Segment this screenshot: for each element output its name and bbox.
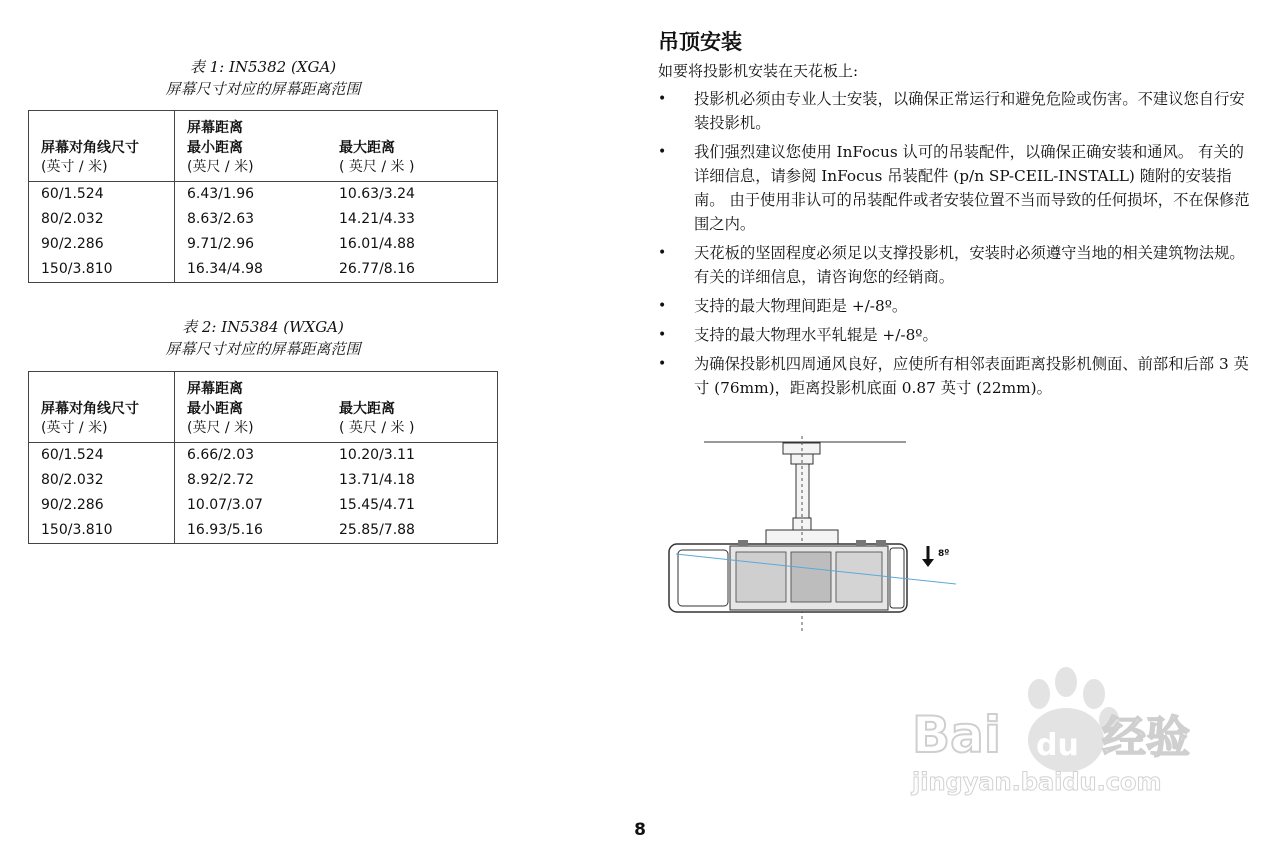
page-number: 8 bbox=[634, 820, 646, 840]
header-empty bbox=[29, 372, 175, 401]
list-item bbox=[658, 140, 1250, 236]
table-column-header-row bbox=[29, 139, 498, 182]
col-max-distance-header: 最大距离 ( 英尺 / 米 ) bbox=[339, 401, 415, 436]
list-item bbox=[658, 323, 1250, 347]
intro-text: 如要将投影机安装在天花板上: bbox=[658, 62, 859, 80]
cell-max-distance: 10.63/3.24 bbox=[339, 186, 415, 202]
cell-min-distance: 6.43/1.96 bbox=[187, 186, 255, 202]
bullet-icon: • bbox=[658, 245, 667, 261]
col-max-distance-header: 最大距离 ( 英尺 / 米 ) bbox=[339, 140, 415, 175]
list-item-text: 我们强烈建议您使用 InFocus 认可的吊装配件，以确保正确安装和通风。 有关的详细信息，请参阅 InFocus 吊装配件 (p/n SP-CEIL-INSTALL) 随附的安装指南。 由于使用非认可的吊装配件或者安装位置不当而导致的任何损坏，不在保修范围之内。 bbox=[694, 143, 1250, 233]
cell-screen-size: 150/3.810 bbox=[29, 257, 175, 283]
cell-max-distance: 25.85/7.88 bbox=[339, 522, 415, 538]
cell-max-distance: 15.45/4.71 bbox=[339, 497, 415, 513]
table-header-row bbox=[29, 372, 498, 401]
table-row bbox=[29, 232, 498, 257]
cell-max-distance: 16.01/4.88 bbox=[339, 236, 415, 252]
cell-max-distance: 26.77/8.16 bbox=[339, 261, 415, 277]
bullet-icon: • bbox=[658, 327, 667, 343]
table-row bbox=[29, 182, 498, 208]
table-row bbox=[29, 257, 498, 283]
cell-min-distance: 10.07/3.07 bbox=[187, 497, 263, 513]
list-item-text: 支持的最大物理水平轧辊是 +/-8º。 bbox=[694, 326, 938, 344]
table-header-row bbox=[29, 111, 498, 140]
col-screen-size-header: 屏幕对角线尺寸 (英寸 / 米) bbox=[29, 139, 175, 182]
watermark-url: jingyan.baidu.com bbox=[912, 768, 1162, 796]
cell-min-distance: 6.66/2.03 bbox=[187, 447, 255, 463]
list-item-text: 支持的最大物理间距是 +/-8º。 bbox=[694, 297, 908, 315]
table1-caption-subtitle: 屏幕尺寸对应的屏幕距离范围 bbox=[165, 80, 361, 98]
cell-max-distance: 14.21/4.33 bbox=[339, 211, 415, 227]
throw-distance-table-xga bbox=[28, 110, 498, 283]
cell-min-distance: 9.71/2.96 bbox=[187, 236, 255, 252]
cell-screen-size: 60/1.524 bbox=[29, 182, 175, 208]
table-row bbox=[29, 207, 498, 232]
list-item bbox=[658, 294, 1250, 318]
list-item-text: 天花板的坚固程度必须足以支撑投影机，安装时必须遵守当地的相关建筑物法规。有关的详细信息，请咨询您的经销商。 bbox=[694, 244, 1245, 286]
list-item bbox=[658, 87, 1250, 135]
table-column-header-row bbox=[29, 400, 498, 443]
list-item bbox=[658, 352, 1250, 400]
section-title: 吊顶安装 bbox=[658, 30, 742, 54]
table-row bbox=[29, 493, 498, 518]
header-empty bbox=[29, 111, 175, 140]
installation-bullet-list bbox=[658, 87, 1250, 405]
baidu-jingyan-watermark bbox=[904, 660, 1204, 800]
table1-caption-title: 表 1: IN5382 (XGA) bbox=[189, 58, 337, 76]
table-row bbox=[29, 468, 498, 493]
cell-screen-size: 80/2.032 bbox=[29, 207, 175, 232]
col-min-distance-header: 最小距离 (英尺 / 米) bbox=[187, 401, 254, 436]
cell-screen-size: 90/2.286 bbox=[29, 232, 175, 257]
projector-body bbox=[669, 540, 907, 612]
bullet-icon: • bbox=[658, 356, 667, 372]
table1-caption bbox=[28, 56, 498, 100]
header-group-label: 屏幕距离 bbox=[187, 381, 243, 397]
list-item-text: 为确保投影机四周通风良好，应使所有相邻表面距离投影机侧面、前部和后部 3 英寸 (76mm)，距离投影机底面 0.87 英寸 (22mm)。 bbox=[694, 355, 1249, 397]
cell-screen-size: 80/2.032 bbox=[29, 468, 175, 493]
cell-min-distance: 8.63/2.63 bbox=[187, 211, 255, 227]
list-item bbox=[658, 241, 1250, 289]
tilt-angle-label: 8º bbox=[938, 549, 950, 559]
cell-min-distance: 8.92/2.72 bbox=[187, 472, 255, 488]
bullet-icon: • bbox=[658, 144, 667, 160]
watermark-brand: Bai bbox=[912, 706, 1001, 764]
col-min-distance-header: 最小距离 (英尺 / 米) bbox=[187, 140, 254, 175]
table-row bbox=[29, 518, 498, 544]
cell-screen-size: 60/1.524 bbox=[29, 443, 175, 469]
table2-caption-title: 表 2: IN5384 (WXGA) bbox=[182, 318, 344, 336]
bullet-icon: • bbox=[658, 298, 667, 314]
watermark-paw-text: du bbox=[1036, 728, 1079, 763]
table-row bbox=[29, 443, 498, 469]
header-group-label: 屏幕距离 bbox=[187, 120, 243, 136]
tilt-arrow-icon bbox=[922, 546, 934, 567]
bullet-icon: • bbox=[658, 91, 667, 107]
table2-caption bbox=[28, 316, 498, 360]
cell-max-distance: 10.20/3.11 bbox=[339, 447, 415, 463]
cell-min-distance: 16.34/4.98 bbox=[187, 261, 263, 277]
cell-screen-size: 90/2.286 bbox=[29, 493, 175, 518]
table2-caption-subtitle: 屏幕尺寸对应的屏幕距离范围 bbox=[165, 340, 361, 358]
cell-max-distance: 13.71/4.18 bbox=[339, 472, 415, 488]
watermark-suffix: 经验 bbox=[1102, 712, 1190, 763]
cell-min-distance: 16.93/5.16 bbox=[187, 522, 263, 538]
list-item-text: 投影机必须由专业人士安装，以确保正常运行和避免危险或伤害。不建议您自行安装投影机。 bbox=[694, 90, 1245, 132]
col-screen-size-header: 屏幕对角线尺寸 (英寸 / 米) bbox=[29, 400, 175, 443]
ceiling-mount-diagram bbox=[666, 436, 966, 636]
cell-screen-size: 150/3.810 bbox=[29, 518, 175, 544]
throw-distance-table-wxga bbox=[28, 371, 498, 544]
